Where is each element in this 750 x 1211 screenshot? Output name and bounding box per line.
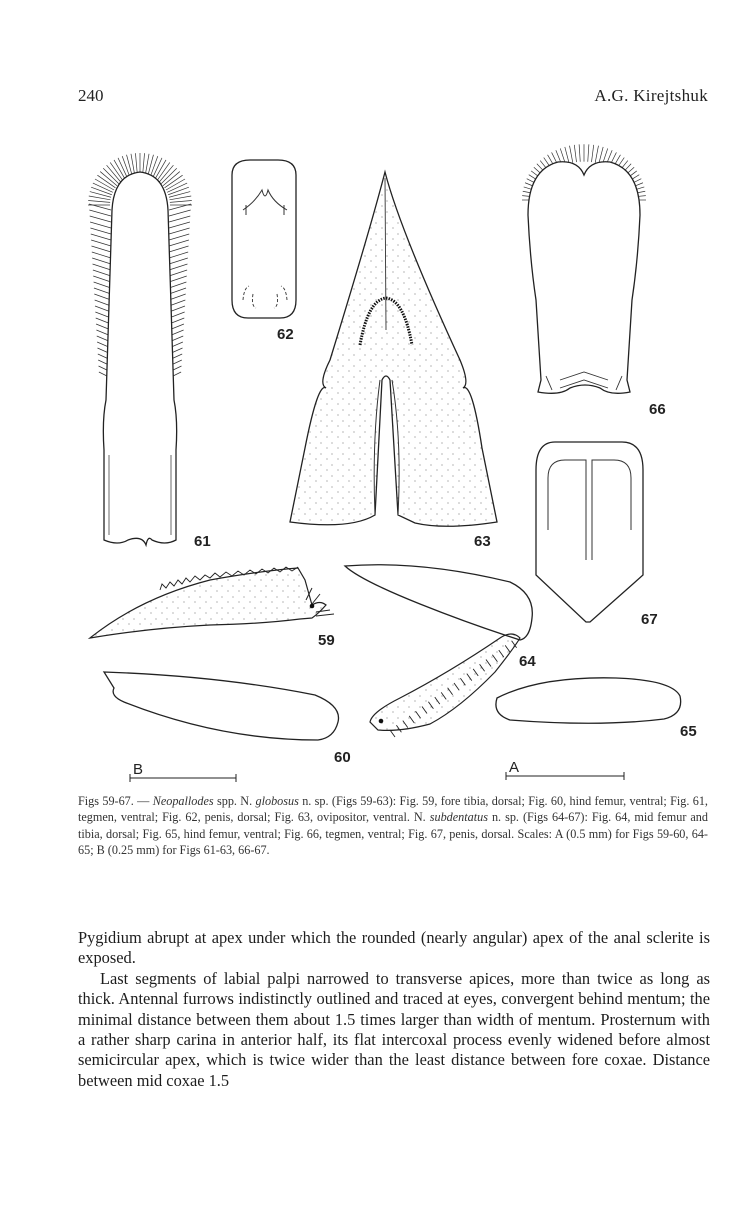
figure-59-label: 59 [318, 632, 335, 649]
scale-b-label: B [133, 761, 144, 778]
figure-63-label: 63 [474, 533, 491, 550]
running-author: A.G. Kirejtshuk [594, 86, 708, 105]
figure-62-label: 62 [277, 326, 294, 343]
scale-bar-b [130, 761, 236, 782]
figure-61-tegmen [88, 153, 211, 550]
body-paragraph-2: Last segments of labial palpi narrowed to transverse apices, more than twice as long as thick. Antennal furrows indistinctly outlined and traced at eyes, convergent behind mentum; the minimal distance between them about 1.5 times larger than width of mentum. Prosternum with a rather sharp carina in anterior half, its flat intercoxal process evenly widened before almost semicircular apex, which is twice wider than the least distance between fore coxae. Distance between mid coxae 1.5 [78, 968, 710, 1090]
figure-63-ovipositor [290, 172, 497, 550]
figure-caption [78, 793, 708, 859]
caption-lead: Figs 59-67. — [78, 794, 153, 808]
scale-a-label: A [509, 759, 520, 776]
page-number: 240 [78, 86, 104, 105]
caption-text-2: spp. N. [213, 794, 256, 808]
figure-60-hind-femur [104, 672, 351, 766]
body-text [78, 928, 710, 1091]
caption-text-4: n. sp. (Figs 64-67): Fig. 64, mid femur and tibia, dorsal; Fig. 65, hind femur, ventral; Fig. 66, tegmen, ventral; Fig. 67, penis, dorsal. Scales: A (0.5 mm) for Figs 59-60, 64-65; B (0.25 mm) for Figs 61-63, 66-67. [78, 810, 708, 858]
body-paragraph-1: Pygidium abrupt at apex under which the rounded (nearly angular) apex of the anal sclerite is exposed. [78, 928, 710, 968]
caption-genus: Neopallodes [152, 794, 214, 808]
figure-65-hind-femur [496, 678, 697, 740]
figure-64-label: 64 [519, 653, 536, 670]
figure-66-tegmen [522, 144, 666, 418]
figure-66-label: 66 [649, 401, 666, 418]
figure-60-label: 60 [334, 749, 351, 766]
scale-bar-a [506, 759, 624, 780]
caption-species-1: globosus [255, 794, 299, 808]
caption-text-3: n. sp. (Figs 59-63): Fig. 59, fore tibia, dorsal; Fig. 60, hind femur, ventral; Fig. 61, tegmen, ventral; Fig. 62, penis, dorsal; Fig. 63, ovipositor, ventral. N. [78, 794, 708, 825]
figure-62-penis [232, 160, 296, 343]
caption-species-2: subdentatus [429, 810, 488, 825]
figure-65-label: 65 [680, 723, 697, 740]
figure-61-label: 61 [194, 533, 211, 550]
figure-67-penis [536, 442, 658, 628]
figure-59-fore-tibia [90, 567, 335, 649]
figure-67-label: 67 [641, 611, 658, 628]
